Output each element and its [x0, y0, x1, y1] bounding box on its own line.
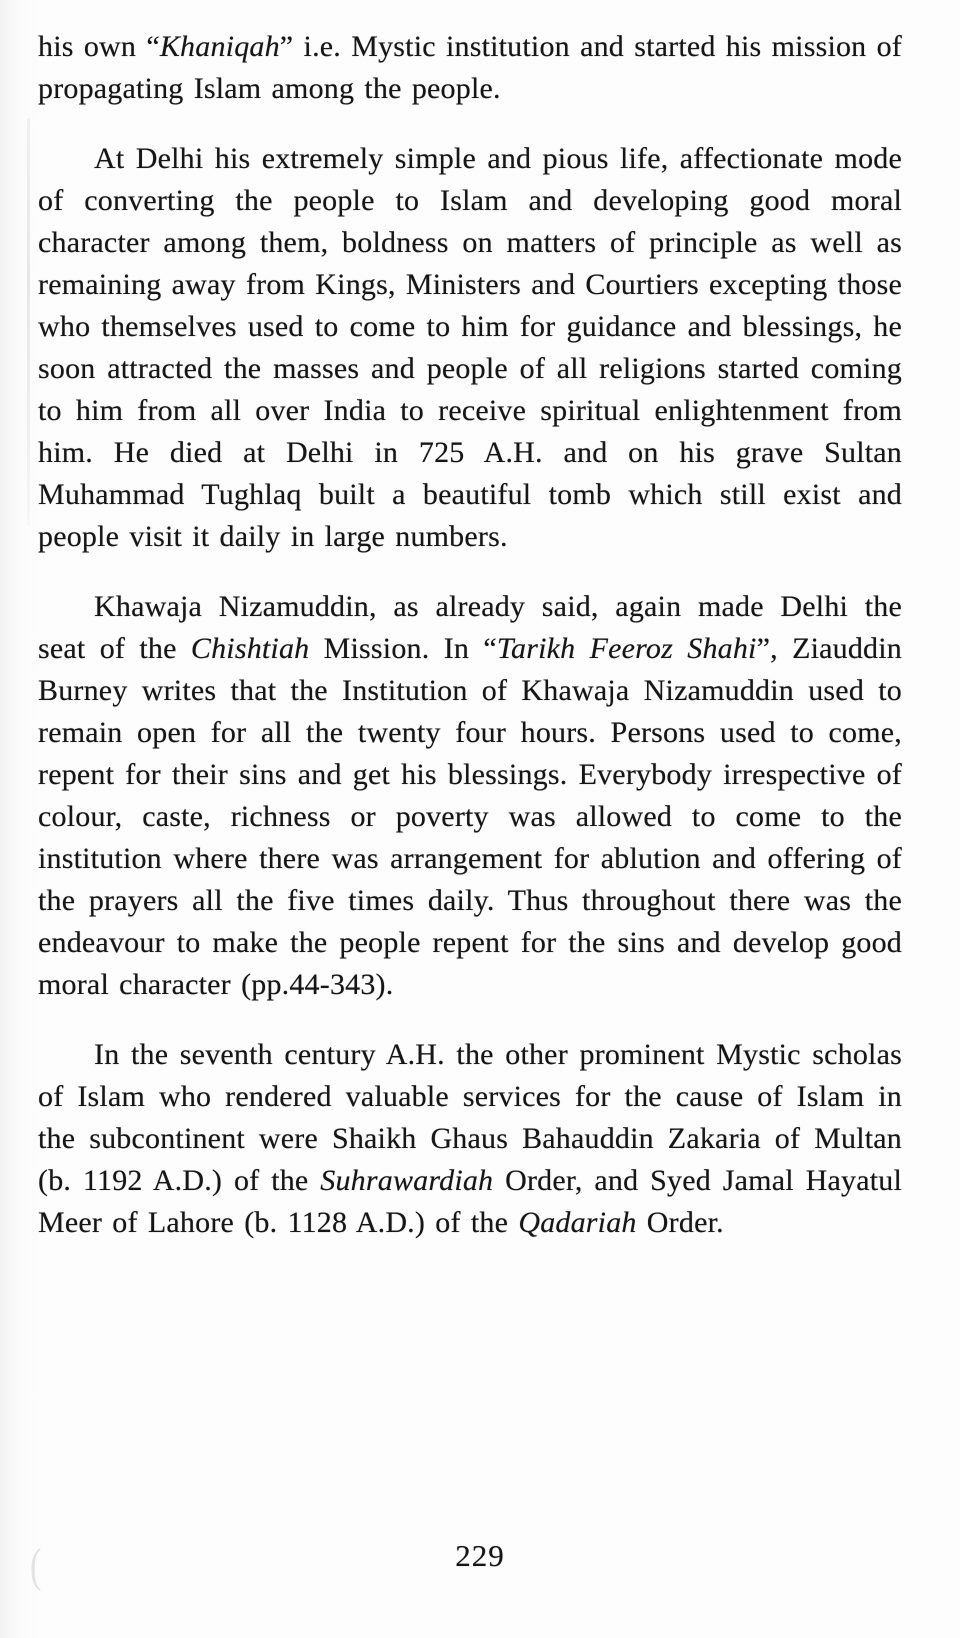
- paragraph: [38, 138, 902, 558]
- text-run: Mission. In “: [309, 632, 497, 665]
- text-run: his own “: [38, 30, 160, 63]
- text-run: At Delhi his extremely simple and pious life, affectionate mode of converting the people to Islam and developing good moral character among them, boldness on matters of principle as well as remaining away from Kings, Ministers and Courtiers excepting those who themselves used to come to him for guidance and blessings, he soon attracted the masses and people of all religions started coming to him from all over India to receive spiritual enlightenment from him. He died at Delhi in 725 A.H. and on his grave Sultan Muhammad Tughlaq built a beautiful tomb which still exist and people visit it daily in large numbers.: [38, 142, 902, 553]
- italic-text-run: Khaniqah: [159, 30, 280, 63]
- italic-text-run: Tarikh Feeroz Shahi: [496, 632, 757, 665]
- page-number: 229: [455, 1538, 505, 1573]
- paragraph: [38, 586, 902, 1006]
- paragraph: [38, 26, 902, 110]
- text-run: ”, Ziauddin Burney writes that the Institution of Khawaja Nizamuddin used to remain open for all the twenty four hours. Persons used to come, repent for their sins and get his blessings. Everybody irrespective of colour, caste, richness or poverty was allowed to come to the institution where there was arrangement for ablution and offering of the prayers all the five times daily. Thus throughout there was the endeavour to make the people repent for the sins and develop good moral character (pp.44-343).: [38, 632, 902, 1001]
- paragraph-container: [38, 26, 902, 1272]
- text-run: Order, and Syed Jamal Hayatul Meer of Lahore (b. 1128 A.D.) of the: [38, 1164, 902, 1239]
- italic-text-run: Chishtiah: [190, 632, 310, 665]
- text-run: ” i.e. Mystic institution and started his mission of propagating Islam among the people.: [38, 30, 902, 105]
- scan-artifact-smudge: (: [30, 1540, 42, 1593]
- italic-text-run: Qadariah: [518, 1206, 637, 1239]
- text-run: In the seventh century A.H. the other prominent Mystic scholas of Islam who rendered valuable services for the cause of Islam in the subcontinent were Shaikh Ghaus Bahauddin Zakaria of Multan (b. 1192 A.D.) of the: [38, 1038, 902, 1197]
- scan-artifact-line: [27, 118, 30, 526]
- text-run: Khawaja Nizamuddin, as already said, again made Delhi the seat of the: [38, 590, 902, 665]
- text-run: Order.: [636, 1206, 724, 1239]
- paragraph: [38, 1034, 902, 1244]
- italic-text-run: Suhrawardiah: [320, 1164, 494, 1197]
